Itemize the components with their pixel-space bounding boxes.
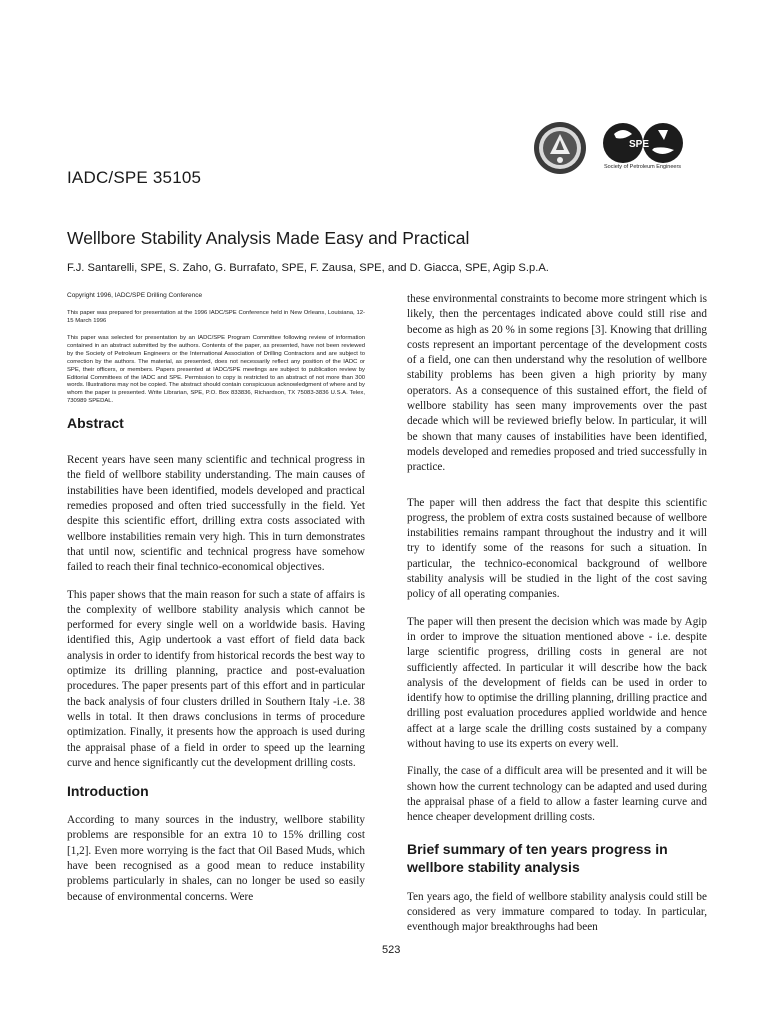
- body-paragraph: these environmental constraints to become more stringent which is likely, then the percentages indicated above could still rise and become as high as 20 % in some regions [3]. Knowing that drilling costs represent an important percentage of the development costs of a field, one can then understand why the resolution of wellbore stability problems has been given a high priority by many operators. As a consequence of this sustained effort, the field of wellbore stability has seen many improvements over the past decade which will be reviewed briefly below. In particular, it will be shown that many causes of instabilities have been identified, models developed and remedies proposed and tried successfully in practice.: [407, 293, 707, 474]
- presentation-notice: This paper was prepared for presentation at the 1996 IADC/SPE Conference held in New Orleans, Louisiana, 12-15 March 1996: [67, 310, 365, 325]
- copyright-line: Copyright 1996, IADC/SPE Drilling Conference: [67, 292, 203, 299]
- body-paragraph: Finally, the case of a difficult area will be presented and it will be shown how the current technology can be adapted and used during the appraisal phase of a field to allow a faster learning curve and hence cheaper development drilling costs.: [407, 765, 707, 824]
- review-notice: This paper was selected for presentation by an IADC/SPE Program Committee following review of information contained in an abstract submitted by the authors. Contents of the paper, as presented, have not been reviewed by the Society of Petroleum Engineers or the International Association of Drilling Contractors and are subject to correction by the authors. The material, as presented, does not necessarily reflect any position of the IADC or SPE, their officers, or members. Papers presented at IADC/SPE meetings are subject to publication review by Editorial Committees of the IADC and SPE. Permission to copy is restricted to an abstract of not more than 300 words. Illustrations may not be copied. The abstract should contain conspicuous acknowledgment of where and by whom the paper is presented. Write Librarian, SPE, P.O. Box 833836, Richardson, TX 75083-3836 U.S.A. Telex, 730989 SPEDAL.: [67, 335, 365, 405]
- spe-caption: Society of Petroleum Engineers: [604, 164, 682, 170]
- body-paragraph: Ten years ago, the field of wellbore stability analysis could still be considered as very immature compared to today. In particular, eventhough major breakthroughs had been: [407, 890, 707, 934]
- spe-logo-icon: [602, 122, 684, 164]
- body-paragraph: The paper will then address the fact that despite this scientific progress, the problem of extra costs sustained because of wellbore instabilities remains rampant throughout the industry and it will try to identify some of the reasons for such a situation. In particular, the technico-economical background of wellbore stability analysis will be studied in the light of the cost saving policy of all operating companies.: [407, 496, 707, 601]
- abstract-paragraph: Recent years have seen many scientific and technical progress in the field of wellbore stability understanding. The main causes of instabilities have been identified, models developed and practical remedies proposed and often tried successfully in the field. Yet despite this scientific effort, drilling extra costs associated with wellbore instabilities remain very high. This in turn demonstrates that until now, scientific and technical progress have somehow failed to reach their final technico-economical objectives.: [67, 454, 365, 574]
- spe-logo-text: SPE: [629, 139, 650, 150]
- logos: [532, 116, 688, 176]
- authors: F.J. Santarelli, SPE, S. Zaho, G. Burrafato, SPE, F. Zausa, SPE, and D. Giacca, SPE, Agip S.p.A.: [67, 262, 549, 274]
- introduction-paragraph: According to many sources in the industry, wellbore stability problems are responsible for an extra 10 to 15% drilling cost [1,2]. Even more worrying is the fact that Oil Based Muds, which have been recognised as a good mean to reduce instability problems particularly in shales, can no longer be used so easily because of environmental concerns. Were: [67, 814, 365, 903]
- introduction-heading: Introduction: [67, 783, 149, 800]
- paper-number: IADC/SPE 35105: [67, 168, 202, 187]
- body-paragraph: The paper will then present the decision which was made by Agip in order to improve the situation mentioned above - i.e. despite large scientific progress, drilling costs in general are not sufficiently affected. In particular it will describe how the back analysis of the development of fields can be used in order to identify how to optimise the drilling planning, drilling practice and drilling post evaluation procedures applied worldwide and hence affect at a large scale the drilling costs sustained by a company without having to use its experts on every well.: [407, 615, 707, 751]
- page-number: 523: [382, 944, 401, 956]
- iadc-logo-icon: [532, 120, 588, 176]
- right-column: [407, 292, 707, 947]
- abstract-heading: Abstract: [67, 415, 124, 432]
- brief-summary-heading: Brief summary of ten years progress in wellbore stability analysis: [407, 840, 668, 875]
- left-column: [67, 292, 365, 917]
- paper-title: Wellbore Stability Analysis Made Easy and Practical: [67, 228, 470, 248]
- abstract-paragraph: This paper shows that the main reason for such a state of affairs is the complexity of wellbore stability analysis which cannot be performed for every single well on a worldwide basis. Having identified this, Agip undertook a vast effort of field data back analysis in order to identify from historical records the best way to optimize its drilling planning, practice and post-evaluation procedures. The paper presents part of this effort and in particular the back analysis of four clusters drilled in Southern Italy -i.e. 38 wells in total. It then draws conclusions in terms of procedure optimization. Finally, it presents how the approach is used during the appraisal phase of a field in order to speed up the learning curve and hence significantly cut the development drilling costs.: [67, 588, 365, 769]
